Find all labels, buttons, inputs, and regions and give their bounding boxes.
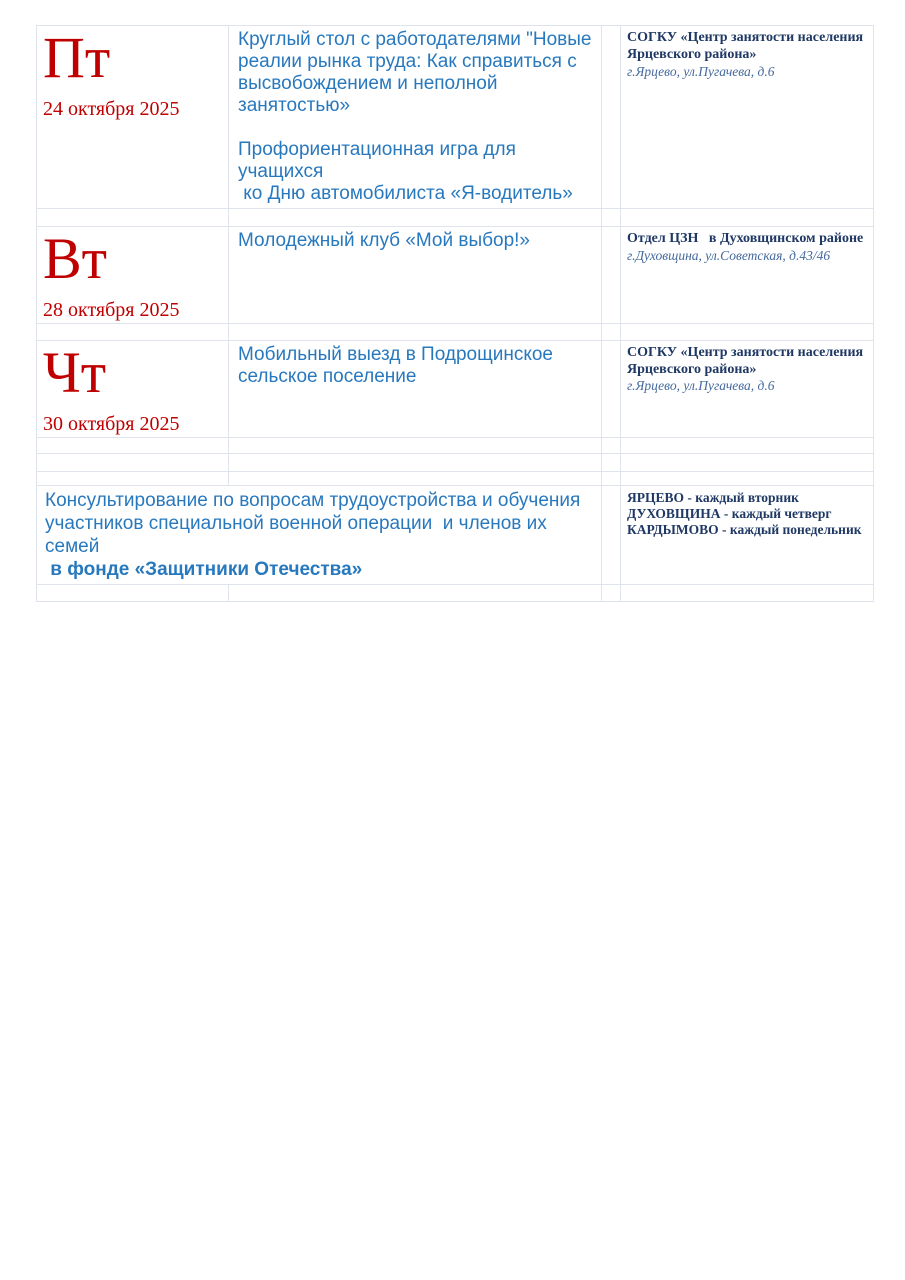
day-date: 28 октября 2025 <box>43 298 180 321</box>
empty-cell <box>229 584 602 601</box>
empty-cell <box>602 437 621 453</box>
day-abbreviation: Чт <box>43 340 107 405</box>
location-cell <box>621 26 874 209</box>
day-date: 24 октября 2025 <box>43 97 180 120</box>
empty-cell <box>602 340 621 437</box>
event-cell <box>229 227 602 324</box>
organization-name: СОГКУ «Центр занятости населения Ярцевского района» <box>627 30 867 62</box>
empty-cell <box>621 437 874 453</box>
empty-cell <box>229 471 602 485</box>
spacer-row <box>37 584 874 601</box>
day-abbreviation: Вт <box>43 226 108 291</box>
location-cell <box>621 340 874 437</box>
day-cell <box>37 26 229 209</box>
event-cell <box>229 26 602 209</box>
event-text: ко Дню автомобилиста «Я-водитель» <box>238 183 573 204</box>
empty-cell <box>37 209 229 227</box>
event-text-spacer <box>238 117 592 139</box>
event-text: Круглый стол с работодателями "Новые реалии рынка труда: Как справиться с высвобождением и неполной занятостью» <box>238 29 597 116</box>
spacer-row <box>37 437 874 453</box>
empty-cell <box>37 323 229 340</box>
consultation-text: Консультирование по вопросам трудоустройства и обучения участников специальной военной операции и членов их семей <box>45 489 586 557</box>
empty-cell <box>621 323 874 340</box>
schedule-row-friday <box>37 26 874 209</box>
day-abbreviation: Пт <box>43 25 111 90</box>
day-date: 30 октября 2025 <box>43 412 180 435</box>
empty-cell <box>602 227 621 324</box>
location-cell <box>621 227 874 324</box>
organization-address: г.Ярцево, ул.Пугачева, д.6 <box>627 378 775 394</box>
organization-address: г.Ярцево, ул.Пугачева, д.6 <box>627 63 775 79</box>
empty-cell <box>602 485 621 584</box>
empty-cell <box>37 453 229 471</box>
empty-cell <box>602 584 621 601</box>
consultation-schedule-city: ЯРЦЕВО - каждый вторник <box>627 489 799 505</box>
consultation-schedule-city: ДУХОВЩИНА - каждый четверг <box>627 505 832 521</box>
event-text: Профориентационная игра для учащихся <box>238 139 522 182</box>
empty-cell <box>621 453 874 471</box>
empty-cell <box>229 453 602 471</box>
day-cell <box>37 227 229 324</box>
event-cell <box>229 340 602 437</box>
empty-cell <box>229 437 602 453</box>
empty-cell <box>229 323 602 340</box>
empty-cell <box>602 453 621 471</box>
spacer-row <box>37 209 874 227</box>
event-text: Мобильный выезд в Подрощинское сельское поселение <box>238 343 559 387</box>
day-cell <box>37 340 229 437</box>
spacer-row <box>37 471 874 485</box>
empty-cell <box>602 471 621 485</box>
empty-cell <box>37 471 229 485</box>
empty-cell <box>621 209 874 227</box>
schedule-table <box>36 25 874 602</box>
empty-cell <box>229 209 602 227</box>
schedule-row-thursday <box>37 340 874 437</box>
consultation-cell <box>37 485 602 584</box>
empty-cell <box>621 584 874 601</box>
empty-cell <box>602 323 621 340</box>
organization-name: СОГКУ «Центр занятости населения Ярцевского района» <box>627 344 867 377</box>
consultation-schedule-city: КАРДЫМОВО - каждый понедельник <box>627 521 862 537</box>
spacer-row <box>37 453 874 471</box>
spacer-row <box>37 323 874 340</box>
empty-cell <box>37 584 229 601</box>
event-text: Молодежный клуб «Мой выбор!» <box>238 230 530 251</box>
organization-address: г.Духовщина, ул.Советская, д.43/46 <box>627 247 831 263</box>
location-cell <box>621 485 874 584</box>
organization-name: Отдел ЦЗН в Духовщинском районе <box>627 231 864 246</box>
schedule-row-tuesday <box>37 227 874 324</box>
empty-cell <box>602 209 621 227</box>
schedule-row-consultation <box>37 485 874 584</box>
empty-cell <box>602 26 621 209</box>
empty-cell <box>621 471 874 485</box>
empty-cell <box>37 437 229 453</box>
consultation-text-bold: в фонде «Защитники Отечества» <box>45 558 363 580</box>
